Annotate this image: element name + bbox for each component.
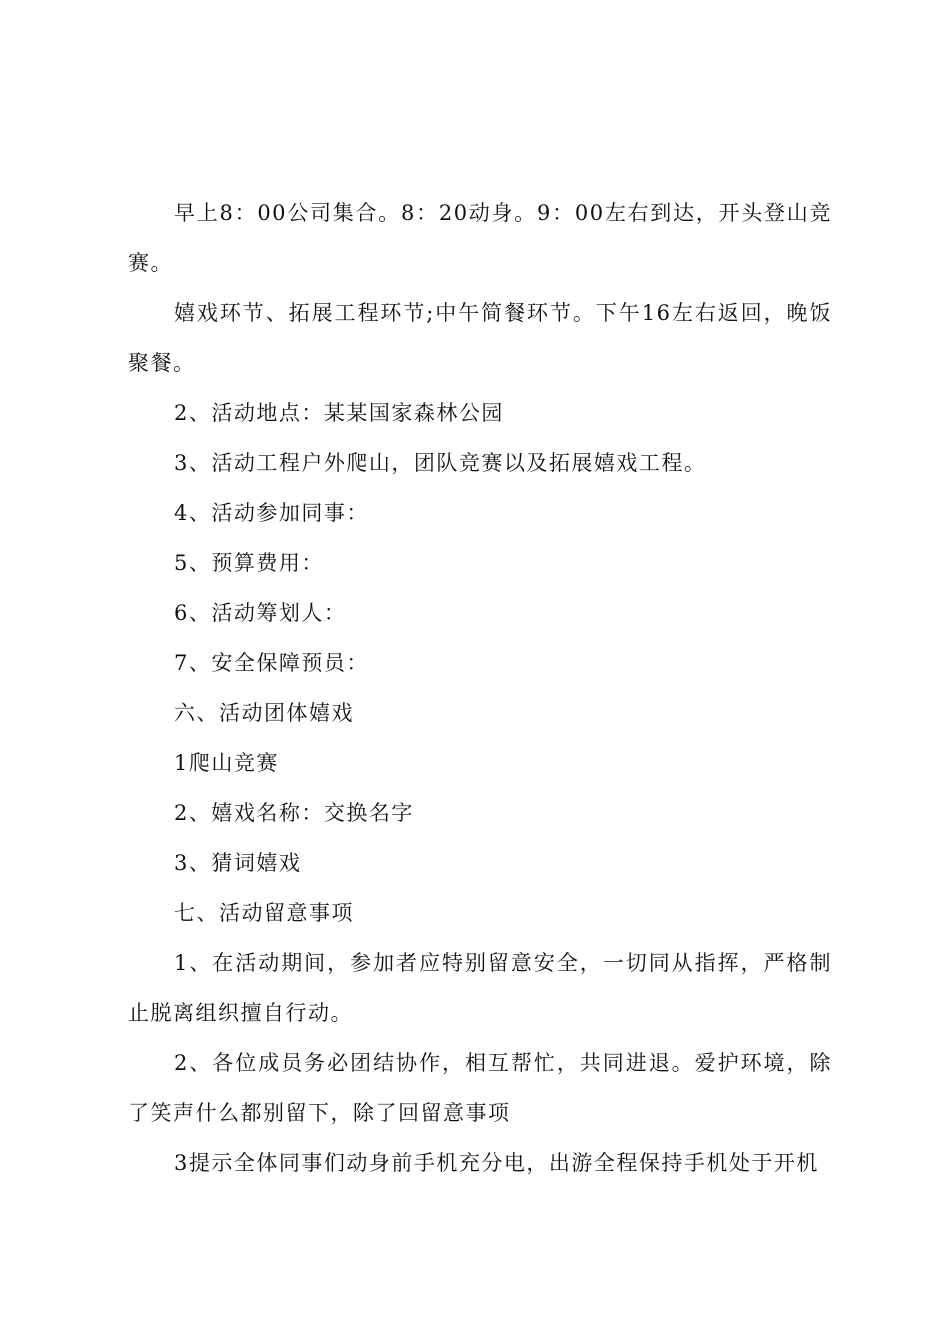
paragraph-schedule-afternoon: 嬉戏环节、拓展工程环节;中午简餐环节。下午16左右返回，晚饭聚餐。 xyxy=(128,301,832,375)
paragraph-participants: 4、活动参加同事： xyxy=(174,501,369,525)
paragraph-note-3: 3提示全体同事们动身前手机充分电，出游全程保持手机处于开机 xyxy=(174,1151,819,1175)
paragraph-note-1: 1、在活动期间，参加者应特别留意安全，一切同从指挥，严格制止脱离组织擅自行动。 xyxy=(128,951,832,1025)
section-heading-notes: 七、活动留意事项 xyxy=(174,901,354,925)
paragraph-schedule-morning: 早上8：00公司集合。8：20动身。9：00左右到达，开头登山竞赛。 xyxy=(128,201,832,275)
document-body xyxy=(128,188,832,1188)
paragraph-note-2: 2、各位成员务必团结协作，相互帮忙，共同进退。爱护环境，除了笑声什么都别留下，除了回留意事项 xyxy=(128,1051,832,1125)
paragraph-activities: 3、活动工程户外爬山，团队竞赛以及拓展嬉戏工程。 xyxy=(174,451,707,475)
paragraph-location: 2、活动地点：某某国家森林公园 xyxy=(174,401,504,425)
section-heading-group-games: 六、活动团体嬉戏 xyxy=(174,701,354,725)
paragraph-safety-staff: 7、安全保障预员： xyxy=(174,651,369,675)
paragraph-game-3: 3、猜词嬉戏 xyxy=(174,851,302,875)
paragraph-game-2: 2、嬉戏名称：交换名字 xyxy=(174,801,414,825)
paragraph-organizer: 6、活动筹划人： xyxy=(174,601,347,625)
paragraph-budget: 5、预算费用： xyxy=(174,551,324,575)
paragraph-game-1: 1爬山竞赛 xyxy=(174,751,279,775)
